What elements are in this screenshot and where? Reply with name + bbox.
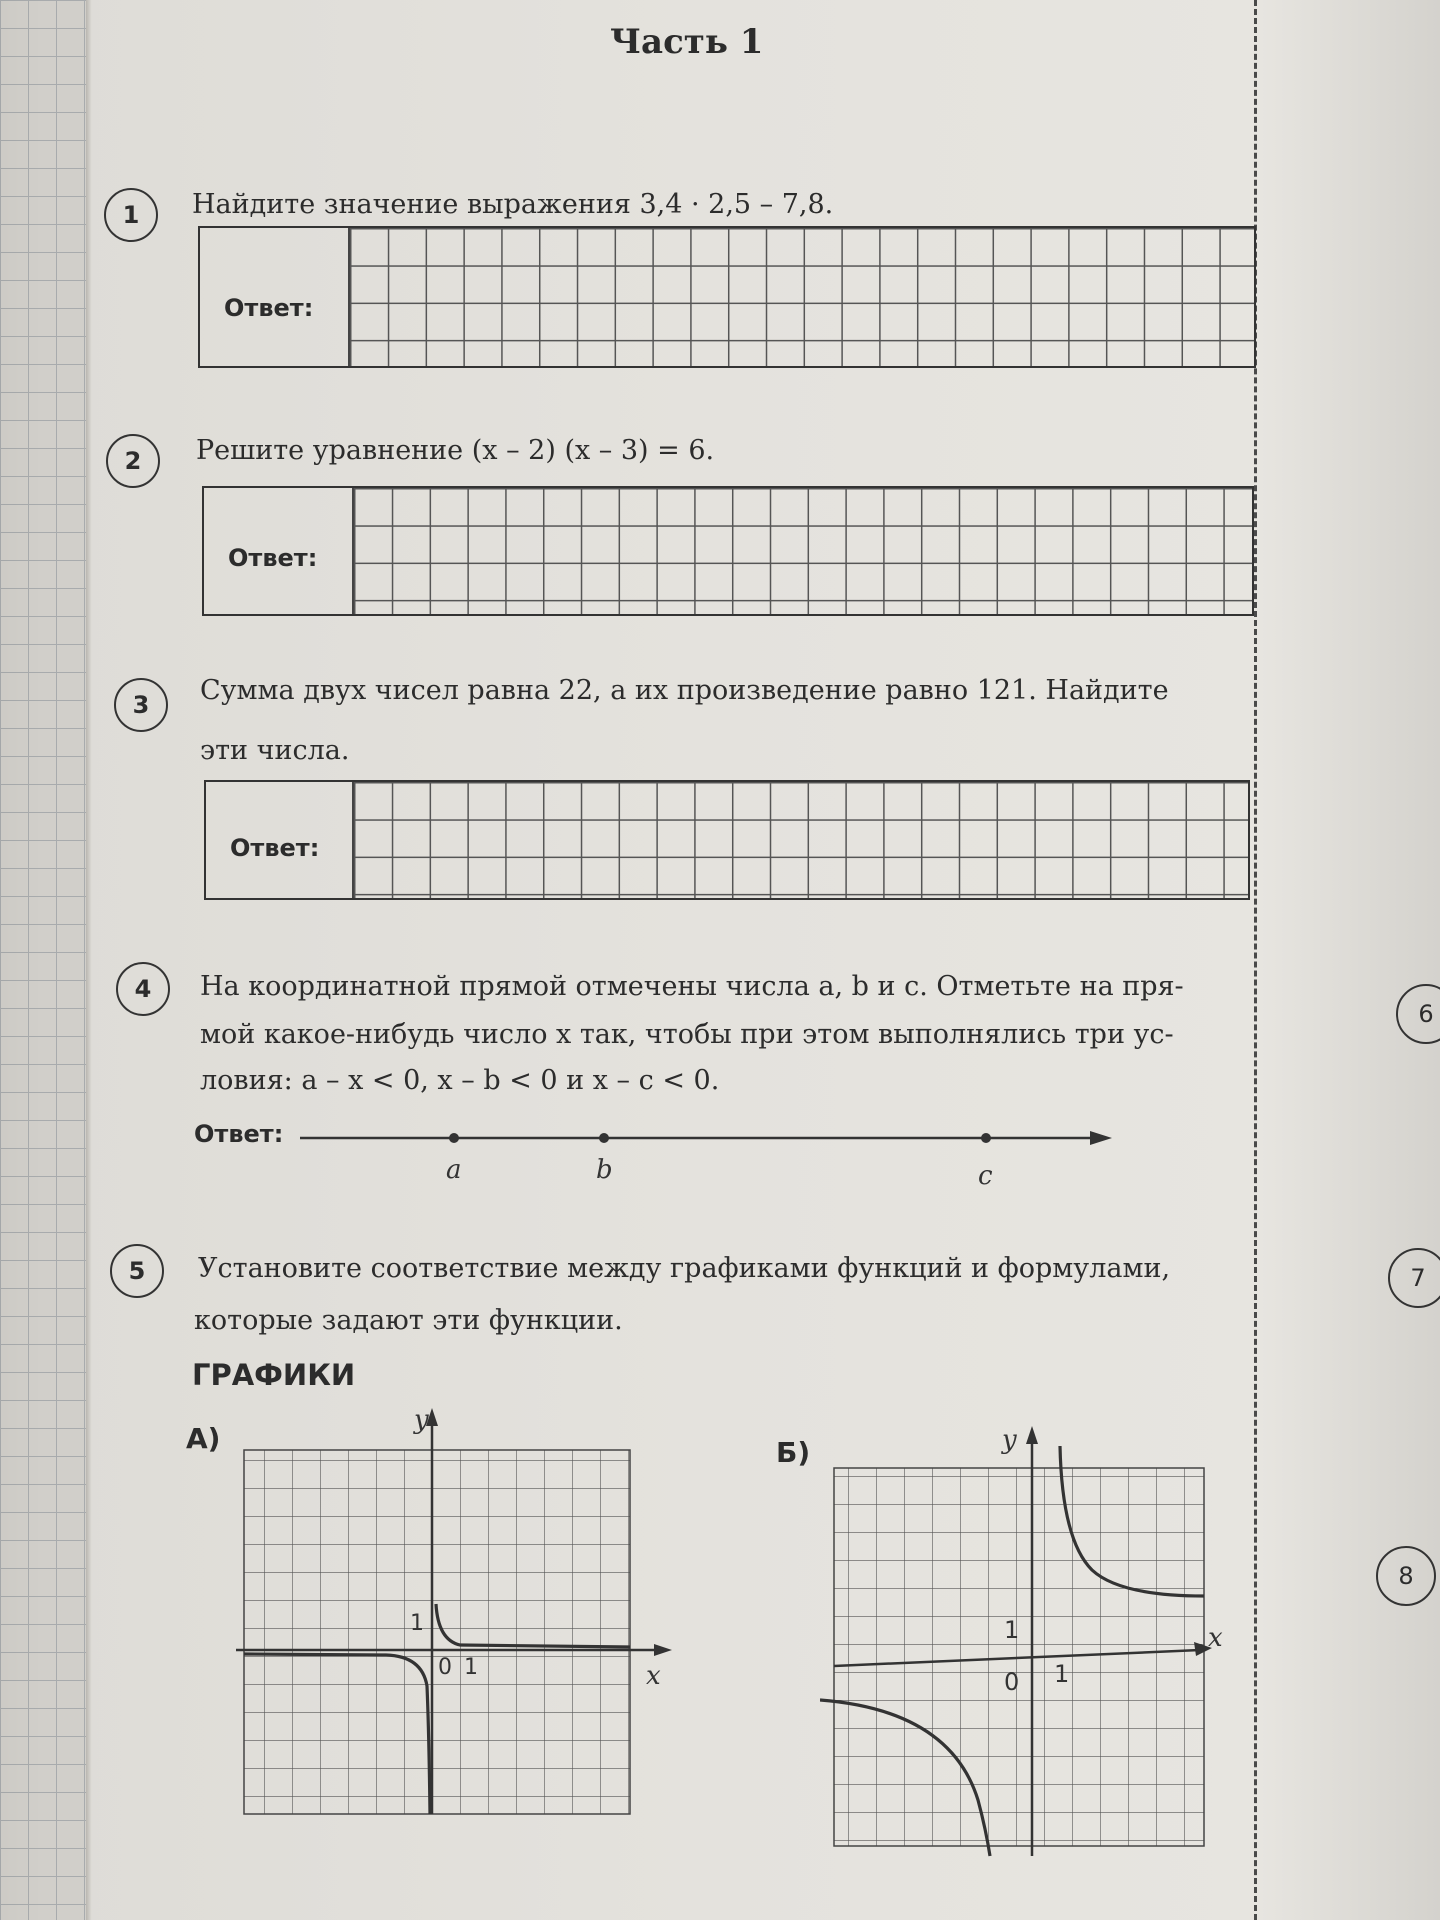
task-4-line-2: мой какое-нибудь число x так, чтобы при этом выполнялись три ус-: [200, 1019, 1174, 1050]
task-number-5: 5: [110, 1244, 164, 1298]
graphs-title: ГРАФИКИ: [192, 1358, 356, 1392]
graph-b-x-label: x: [1208, 1623, 1223, 1653]
side-number-6: 6: [1396, 984, 1440, 1044]
graph-a-x-one: 1: [464, 1655, 478, 1680]
graph-b-y-label: y: [1002, 1425, 1017, 1455]
graph-b-y-one: 1: [1004, 1616, 1020, 1644]
graph-a-grid: [244, 1450, 630, 1814]
part-title: Часть 1: [610, 22, 764, 62]
task-2-text: Решите уравнение (x – 2) (x – 3) = 6.: [196, 435, 715, 466]
answer-box-1: [198, 226, 1256, 368]
point-a: [449, 1133, 459, 1143]
side-number-8: 8: [1376, 1546, 1436, 1606]
graph-b-x-one: 1: [1054, 1660, 1070, 1688]
page-fold: [86, 0, 92, 1920]
answer-grid-2[interactable]: [352, 488, 1252, 614]
graph-b-origin: 0: [1004, 1668, 1020, 1696]
task-number-2: 2: [106, 434, 160, 488]
task-3-line-1: Сумма двух чисел равна 22, а их произведение равно 121. Найдите: [200, 675, 1169, 706]
label-a: a: [446, 1155, 462, 1185]
side-number-7: 7: [1388, 1248, 1440, 1308]
task-5-line-1: Установите соответствие между графиками функций и формулами,: [198, 1253, 1171, 1284]
answer-label-4: Ответ:: [194, 1120, 284, 1148]
graph-a-y-label: y: [414, 1405, 429, 1435]
graph-b-label: Б): [776, 1436, 811, 1469]
task-4-line-3: ловия: a – x < 0, x – b < 0 и x – c < 0.: [200, 1065, 720, 1096]
answer-grid-1[interactable]: [348, 228, 1254, 366]
graph-a-y-one: 1: [410, 1611, 424, 1636]
graph-b-y-arrow: [1026, 1426, 1038, 1444]
number-line[interactable]: [290, 1116, 1130, 1196]
task-5-line-2: которые задают эти функции.: [194, 1305, 623, 1336]
label-c: c: [978, 1161, 993, 1191]
left-grid-paper: [0, 0, 88, 1920]
graph-b: [820, 1420, 1240, 1860]
task-number-4: 4: [116, 962, 170, 1016]
number-line-arrow: [1090, 1131, 1112, 1145]
answer-label-1: Ответ:: [224, 294, 314, 322]
graph-a-label: А): [186, 1422, 221, 1455]
answer-grid-3[interactable]: [352, 782, 1248, 898]
graph-a-origin: 0: [438, 1655, 452, 1680]
point-c: [981, 1133, 991, 1143]
graph-a-x-arrow: [654, 1644, 672, 1656]
answer-label-3: Ответ:: [230, 834, 320, 862]
point-b: [599, 1133, 609, 1143]
task-number-3: 3: [114, 678, 168, 732]
task-1-text: Найдите значение выражения 3,4 · 2,5 – 7,8.: [192, 189, 834, 220]
task-3-line-2: эти числа.: [200, 735, 350, 766]
task-4-line-1: На координатной прямой отмечены числа a, b и c. Отметьте на пря-: [200, 971, 1184, 1002]
graph-a: [236, 1404, 676, 1824]
answer-box-3: [204, 780, 1250, 900]
label-b: b: [596, 1155, 613, 1185]
graph-a-x-label: x: [646, 1661, 661, 1691]
answer-box-2: [202, 486, 1254, 616]
answer-label-2: Ответ:: [228, 544, 318, 572]
task-number-1: 1: [104, 188, 158, 242]
